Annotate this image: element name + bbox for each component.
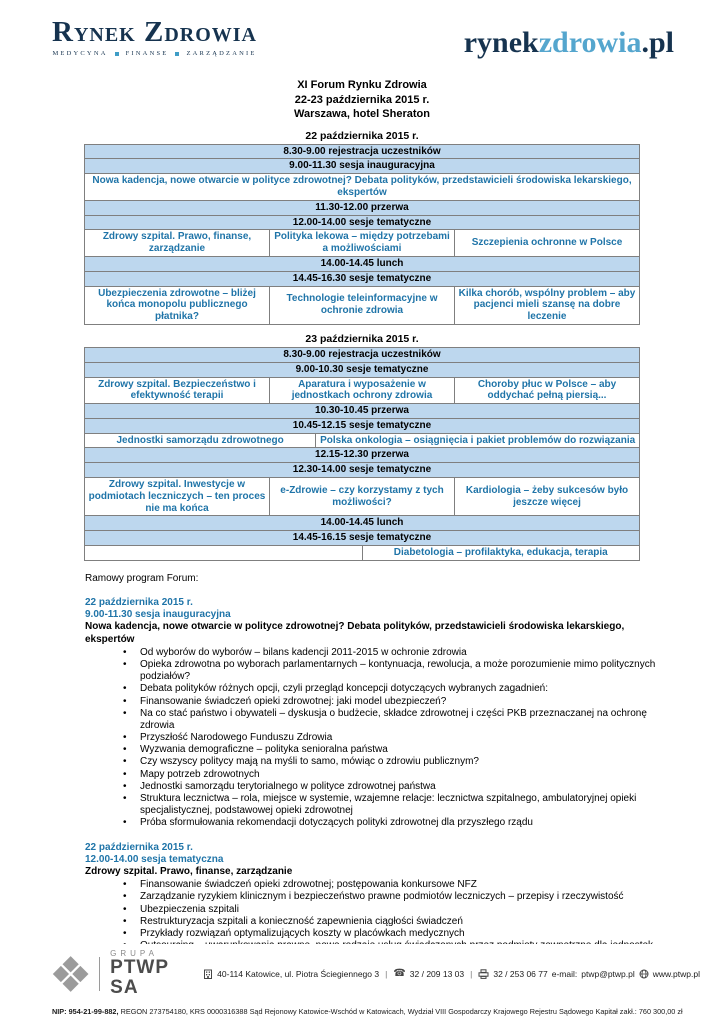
session-title: Kardiologia – żeby sukcesów było jeszcze więcej <box>455 478 640 516</box>
session-title: Polityka lekowa – między potrzebami a możliwościami <box>270 230 455 257</box>
legal-nip: NIP: 954-21-99-882, <box>52 1007 119 1016</box>
rynek-zdrowia-logo-title: Rynek Zdrowia <box>52 16 257 48</box>
tagline-square-icon <box>175 52 179 56</box>
time-slot: 9.00-11.30 sesja inauguracyjna <box>85 159 640 174</box>
session-title: Zdrowy szpital. Bezpieczeństwo i efektywność terapii <box>85 377 270 404</box>
bullet-item: • Struktura lecznictwa – rola, miejsce w systemie, wzajemne relacje: lecznictwa szpitalnego, ambulatoryjnej opieki specjalistycznej, podstawowej opieki zdrowotnej <box>113 793 664 817</box>
bullet-item: • Jednostki samorządu terytorialnego w polityce zdrowotnej państwa <box>113 781 664 793</box>
session-title: Nowa kadencja, nowe otwarcie w polityce zdrowotnej? Debata polityków, przedstawicieli środowiska lekarskiego, ekspertów <box>85 174 640 201</box>
bullet-item: • Finansowanie świadczeń opieki zdrowotnej: jaki model ubezpieczeń? <box>113 696 664 708</box>
email-label: e-mail: <box>551 968 578 979</box>
phone-icon: ☎ <box>393 968 406 980</box>
tagline-word: FINANSE <box>125 50 169 57</box>
rynek-zdrowia-logo-tagline <box>52 50 257 57</box>
globe-icon <box>639 969 649 979</box>
website-link[interactable]: www.ptwp.pl <box>652 968 700 979</box>
day1-date-heading: 22 października 2015 r. <box>305 129 419 142</box>
session-title: Diabetologia – profilaktyka, edukacja, terapia <box>362 546 640 561</box>
bullet-item: • Przykłady rozwiązań optymalizujących koszty w placówkach medycznych <box>113 928 664 940</box>
page-header <box>0 0 724 58</box>
group-label: GRUPA <box>110 948 158 958</box>
session-title: Technologie teleinformacyjne w ochronie zdrowia <box>270 286 455 324</box>
session-title: Kilka chorób, wspólny problem – aby pacjenci mieli szansę na dobre leczenie <box>455 286 640 324</box>
program-intro: Ramowy program Forum: <box>85 572 199 584</box>
logo-part-zdrowia: zdrowia <box>538 26 642 59</box>
title-line-2: 22-23 października 2015 r. <box>294 93 430 106</box>
time-slot: 12.15-12.30 przerwa <box>85 448 640 463</box>
bullet-item: • Czy wszyscy politycy mają na myśli to samo, mówiąc o zdrowiu publicznym? <box>113 756 664 768</box>
bullet-item: • Restrukturyzacja szpitali a konieczność zapewnienia ciągłości świadczeń <box>113 916 664 928</box>
bullet-item: • Od wyborów do wyborów – bilans kadencji 2011-2015 w ochronie zdrowia <box>113 647 664 659</box>
page-footer <box>0 944 724 1024</box>
section-bullet-list <box>85 879 664 952</box>
bullet-item: • Ubezpieczenia szpitali <box>113 904 664 916</box>
logo-divider <box>99 957 100 991</box>
time-slot: 14.45-16.15 sesje tematyczne <box>85 531 640 546</box>
document-title <box>0 78 724 122</box>
bullet-item: • Finansowanie świadczeń opieki zdrowotnej; postępowania konkursowe NFZ <box>113 879 664 891</box>
logo-part-rynek: rynek <box>463 26 539 59</box>
ptwp-logo <box>52 950 189 998</box>
address-text: 40-114 Katowice, ul. Piotra Ściegiennego 3 <box>217 968 380 979</box>
tagline-word: MEDYCYNA <box>52 50 108 57</box>
company-name: PTWP SA <box>110 957 169 999</box>
session-title: Aparatura i wyposażenie w jednostkach ochrony zdrowia <box>270 377 455 404</box>
section-bullet-list <box>85 647 664 830</box>
time-slot: 12.00-14.00 sesje tematyczne <box>85 215 640 230</box>
email-link[interactable]: ptwp@ptwp.pl <box>581 968 635 979</box>
legal-line <box>52 1007 700 1016</box>
session-title: Zdrowy szpital. Prawo, finanse, zarządzanie <box>85 230 270 257</box>
bullet-item: • Opieka zdrowotna po wyborach parlamentarnych – kontynuacja, rewolucja, a może porozumienie mimo politycznych podziałów? <box>113 659 664 683</box>
fax-icon <box>478 969 489 979</box>
time-slot: 10.30-10.45 przerwa <box>85 404 640 419</box>
time-slot: 14.45-16.30 sesje tematyczne <box>85 271 640 286</box>
bullet-item: • Przyszłość Narodowego Funduszu Zdrowia <box>113 732 664 744</box>
time-slot: 14.00-14.45 lunch <box>85 516 640 531</box>
tagline-square-icon <box>115 52 119 56</box>
rynek-zdrowia-logo <box>52 18 257 57</box>
footer-main <box>52 950 700 998</box>
separator: | <box>470 968 473 979</box>
section-time: 12.00-14.00 sesja tematyczna <box>85 853 224 865</box>
time-slot: 12.30-14.00 sesje tematyczne <box>85 463 640 478</box>
bullet-item: • Mapy potrzeb zdrowotnych <box>113 769 664 781</box>
logo-part-pl: .pl <box>641 26 674 59</box>
schedule-tables <box>84 130 640 561</box>
bullet-item: • Na co stać państwo i obywateli – dyskusja o budżecie, składce zdrowotnej i części PKB przeznaczanej na ochronę zdrowia <box>113 708 664 732</box>
section-date: 22 października 2015 r. <box>85 841 193 853</box>
ptwp-diamond-icon <box>52 952 89 996</box>
separator: | <box>385 968 388 979</box>
title-line-1: XI Forum Rynku Zdrowia <box>297 79 427 91</box>
ptwp-logo-text <box>110 950 189 998</box>
program-body <box>85 573 664 952</box>
session-title: e-Zdrowie – czy korzystamy z tych możliwości? <box>270 478 455 516</box>
session-title: Zdrowy szpital. Inwestycje w podmiotach leczniczych – ten proces nie ma końca <box>85 478 270 516</box>
session-title: Jednostki samorządu zdrowotnego <box>85 433 316 448</box>
session-title: Szczepienia ochronne w Polsce <box>455 230 640 257</box>
fax-number: 32 / 253 06 77 <box>493 968 548 979</box>
time-slot: 14.00-14.45 lunch <box>85 256 640 271</box>
time-slot: 10.45-12.15 sesje tematyczne <box>85 418 640 433</box>
section-title: Nowa kadencja, nowe otwarcie w polityce zdrowotnej? Debata polityków, przedstawicieli środowiska lekarskiego, ekspertów <box>85 621 625 645</box>
program-section-2 <box>85 842 664 953</box>
section-title: Zdrowy szpital. Prawo, finanse, zarządzanie <box>85 865 293 877</box>
time-slot: 8.30-9.00 rejestracja uczestników <box>85 347 640 362</box>
tagline-word: ZARZĄDZANIE <box>186 50 257 57</box>
title-line-3: Warszawa, hotel Sheraton <box>294 108 430 121</box>
time-slot: 11.30-12.00 przerwa <box>85 200 640 215</box>
time-slot: 8.30-9.00 rejestracja uczestników <box>85 144 640 159</box>
day2-schedule-table <box>84 347 640 561</box>
rynekzdrowia-pl-logo <box>464 28 674 58</box>
legal-rest: REGON 273754180, KRS 0000316388 Sąd Rejonowy Katowice-Wschód w Katowicach, Wydział VIII Gospodarczy Krajowego Rejestru Sądowego Kapitał zakł.: 760 300,00 zł <box>120 1007 683 1016</box>
phone-number: 32 / 209 13 03 <box>409 968 465 979</box>
day1-schedule-table <box>84 144 640 325</box>
section-time: 9.00-11.30 sesja inauguracyjna <box>85 609 231 621</box>
footer-contact <box>203 968 700 979</box>
building-icon <box>203 969 213 979</box>
time-slot: 9.00-10.30 sesje tematyczne <box>85 362 640 377</box>
session-title: Ubezpieczenia zdrowotne – bliżej końca monopolu publicznego płatnika? <box>85 286 270 324</box>
section-date: 22 października 2015 r. <box>85 597 193 609</box>
session-title: Polska onkologia – osiągnięcia i pakiet problemów do rozwiązania <box>316 433 640 448</box>
program-section-1 <box>85 597 664 830</box>
bullet-item: • Zarządzanie ryzykiem klinicznym i bezpieczeństwo prawne podmiotów leczniczych – przepisy i rzeczywistość <box>113 891 664 903</box>
session-title: Choroby płuc w Polsce – aby oddychać pełną piersią... <box>455 377 640 404</box>
bullet-item: • Debata polityków różnych opcji, czyli przegląd koncepcji dotyczących wybranych zagadnień: <box>113 683 664 695</box>
empty-cell <box>85 546 363 561</box>
bullet-item: • Próba sformułowania rekomendacji dotyczących polityki zdrowotnej dla przyszłego rządu <box>113 817 664 829</box>
bullet-item: • Wyzwania demograficzne – polityka senioralna państwa <box>113 744 664 756</box>
day2-date-heading: 23 października 2015 r. <box>305 332 419 345</box>
